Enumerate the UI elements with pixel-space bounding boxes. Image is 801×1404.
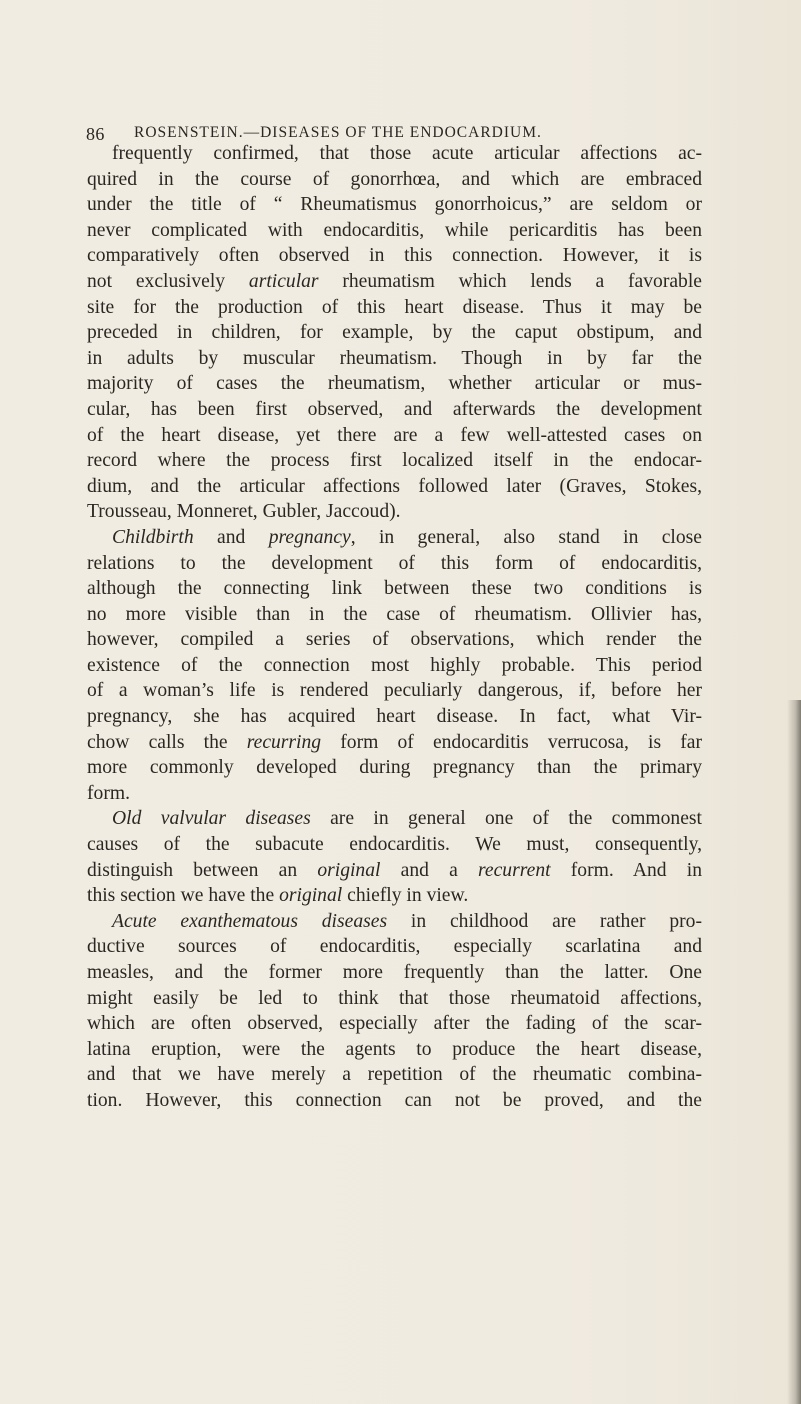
italic-phrase: Old valvular diseases	[112, 808, 311, 830]
text-run: more commonly developed during pregnancy than the primary	[87, 757, 702, 779]
text-run: which are often observed, especially after the fading of the scar-	[87, 1013, 702, 1035]
italic-phrase: original	[279, 885, 343, 907]
text-run: frequently confirmed, that those acute articular affections ac-	[112, 143, 702, 164]
text-line	[112, 909, 702, 935]
text-run: never complicated with endocarditis, while pericarditis has been	[87, 219, 702, 241]
text-run: existence of the connection most highly probable. This period	[87, 654, 702, 676]
text-run: tion. However, this connection can not be proved, and the	[87, 1089, 702, 1111]
text-run: form.	[87, 782, 130, 804]
text-line	[87, 218, 702, 244]
text-line	[112, 525, 702, 551]
text-run: and a	[380, 859, 479, 881]
text-line	[87, 551, 702, 577]
body-text	[87, 141, 703, 1114]
text-line	[87, 832, 702, 858]
text-line	[87, 678, 702, 704]
text-run: might easily be led to think that those rheumatoid affections,	[87, 987, 702, 1009]
text-run: Trousseau, Monneret, Gubler, Jaccoud).	[87, 501, 401, 523]
text-run: comparatively often observed in this connection. However, it is	[87, 245, 702, 267]
text-line	[87, 653, 702, 679]
text-line	[87, 1011, 702, 1037]
text-line	[87, 1062, 702, 1088]
text-run: form. And in	[550, 859, 703, 881]
text-line	[112, 806, 702, 832]
text-run: dium, and the articular affections followed later (Graves, Stokes,	[87, 475, 702, 497]
text-run: and that we have merely a repetition of the rheumatic combina-	[87, 1064, 702, 1086]
text-line	[87, 704, 702, 730]
text-line	[87, 1088, 702, 1114]
text-line	[87, 423, 702, 449]
text-run: of a woman’s life is rendered peculiarly dangerous, if, before her	[87, 680, 702, 702]
running-title: ROSENSTEIN.—DISEASES OF THE ENDOCARDIUM.	[134, 124, 542, 141]
text-run: , in general, also stand in close	[350, 526, 702, 548]
text-run: although the connecting link between these two conditions is	[87, 578, 702, 600]
text-line	[87, 576, 702, 602]
text-run: chow calls the	[87, 731, 247, 753]
text-line	[87, 602, 702, 628]
text-run: pregnancy, she has acquired heart disease. In fact, what Vir-	[87, 706, 702, 728]
text-run: quired in the course of gonorrhœa, and which are embraced	[87, 168, 702, 190]
text-line	[87, 858, 702, 884]
text-line	[87, 781, 702, 807]
text-run: distinguish between an	[87, 859, 318, 881]
text-line	[87, 1037, 702, 1063]
text-run: of the heart disease, yet there are a few well-attested cases on	[87, 424, 702, 446]
text-run: no more visible than in the case of rheumatism. Ollivier has,	[87, 603, 702, 625]
text-run: and	[193, 526, 269, 548]
text-line	[87, 883, 702, 909]
text-line	[87, 346, 702, 372]
italic-phrase: recurrent	[478, 859, 551, 881]
italic-phrase: original	[317, 859, 381, 881]
text-run: majority of cases the rheumatism, whether articular or mus-	[87, 373, 702, 395]
text-line	[87, 269, 702, 295]
text-line	[87, 167, 702, 193]
text-line	[87, 986, 702, 1012]
text-line	[87, 448, 702, 474]
text-line	[87, 371, 702, 397]
text-line	[87, 755, 702, 781]
text-line	[87, 499, 702, 525]
page-edge-shadow	[787, 700, 801, 1404]
italic-phrase: pregnancy	[268, 526, 351, 548]
text-run: cular, has been first observed, and afterwards the development	[87, 398, 702, 420]
text-line	[87, 320, 702, 346]
text-line	[87, 295, 702, 321]
text-run: site for the production of this heart disease. Thus it may be	[87, 296, 702, 318]
italic-phrase: Childbirth	[112, 526, 194, 548]
text-line	[87, 474, 702, 500]
text-run: record where the process first localized itself in the endocar-	[87, 450, 702, 472]
text-run: however, compiled a series of observations, which render the	[87, 629, 702, 651]
text-run: under the title of “ Rheumatismus gonorrhoicus,” are seldom or	[87, 194, 702, 216]
text-run: causes of the subacute endocarditis. We must, consequently,	[87, 834, 702, 856]
text-line	[87, 192, 702, 218]
text-run: in adults by muscular rheumatism. Though in by far the	[87, 347, 702, 369]
text-run: not exclusively	[87, 270, 249, 292]
text-run: are in general one of the commonest	[310, 808, 702, 830]
text-run: this section we have the	[87, 885, 280, 907]
text-line	[87, 627, 702, 653]
text-run: form of endocarditis verrucosa, is far	[321, 731, 702, 753]
italic-phrase: articular	[248, 270, 319, 292]
text-run: relations to the development of this form of endocarditis,	[87, 552, 702, 574]
text-run: latina eruption, were the agents to produce the heart disease,	[87, 1038, 702, 1060]
text-line	[87, 397, 702, 423]
text-run: ductive sources of endocarditis, especially scarlatina and	[87, 936, 702, 958]
italic-phrase: Acute exanthematous diseases	[112, 910, 388, 932]
text-run: rheumatism which lends a favorable	[318, 270, 702, 292]
text-line	[112, 141, 702, 167]
page-number: 86	[86, 124, 105, 144]
text-line	[87, 243, 702, 269]
text-line	[87, 934, 702, 960]
text-run: preceded in children, for example, by the caput obstipum, and	[87, 322, 702, 344]
text-run: measles, and the former more frequently than the latter. One	[87, 962, 702, 983]
text-run: in childhood are rather pro-	[387, 910, 702, 932]
text-run: chiefly in view.	[342, 885, 469, 907]
italic-phrase: recurring	[246, 731, 322, 753]
text-line	[87, 730, 702, 756]
text-line	[87, 960, 702, 986]
